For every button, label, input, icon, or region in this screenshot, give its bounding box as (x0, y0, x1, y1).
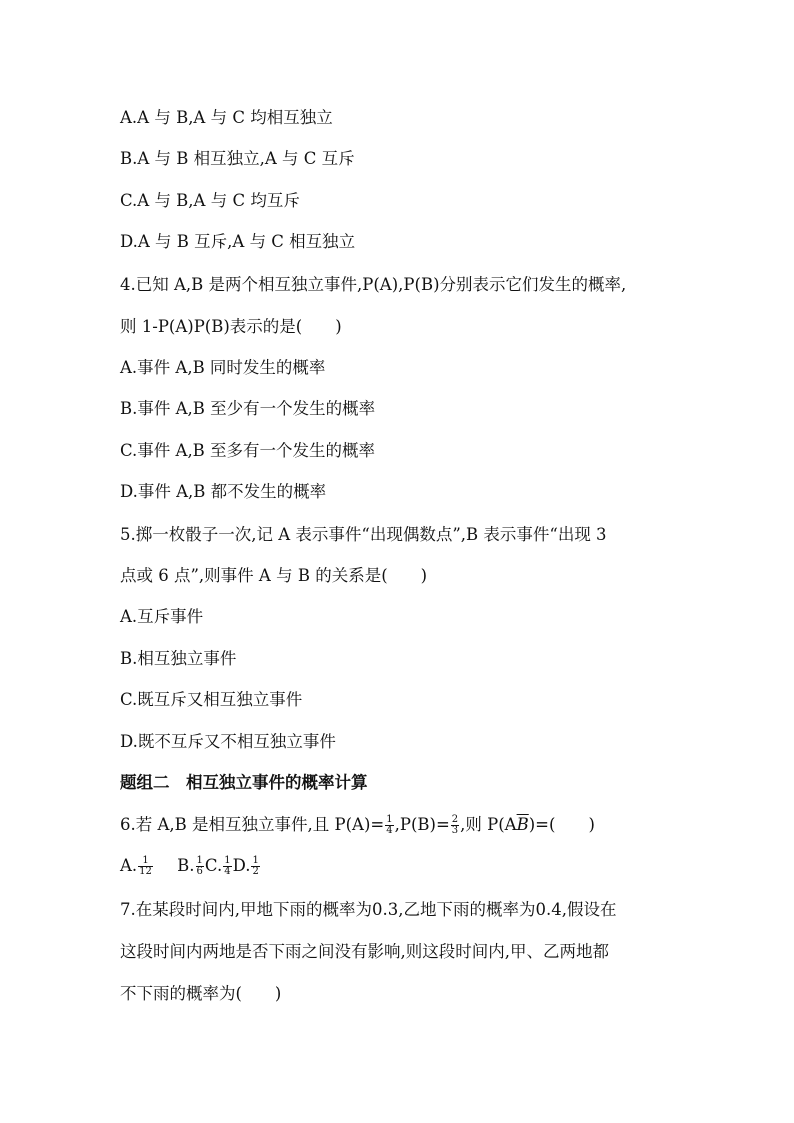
question-6 (120, 814, 595, 836)
fraction-denominator: 4 (224, 866, 231, 877)
fraction-denominator: 3 (451, 825, 459, 836)
fraction (451, 815, 459, 836)
fraction (138, 856, 153, 877)
fraction (223, 856, 231, 877)
fraction-numerator: 1 (224, 855, 231, 866)
option-line: D.事件 A,B 都不发生的概率 (120, 482, 327, 501)
option-line: B.相互独立事件 (120, 649, 237, 668)
b-complement: $\overline{B}$ (516, 815, 529, 834)
fraction-denominator: 2 (252, 866, 259, 877)
option-line: C.事件 A,B 至多有一个发生的概率 (120, 441, 376, 460)
option-d-label: D. (232, 856, 251, 875)
question-7-line-1: 7.在某段时间内,甲地下雨的概率为0.3,乙地下雨的概率为0.4,假设在 (120, 900, 617, 919)
question-5-line-2: 点或 6 点”,则事件 A 与 B 的关系是( ) (120, 566, 428, 585)
q6-mid: ,P(B)= (394, 815, 450, 834)
fraction-numerator: 1 (386, 814, 393, 825)
q6-prefix: 6.若 A,B 是相互独立事件,且 P(A)= (120, 815, 385, 834)
option-line: B.事件 A,B 至少有一个发生的概率 (120, 399, 376, 418)
fraction-denominator: 6 (196, 866, 203, 877)
option-line: A.事件 A,B 同时发生的概率 (120, 358, 326, 377)
option-a-label: A. (120, 856, 138, 875)
fraction (385, 815, 393, 836)
fraction-denominator: 4 (386, 825, 393, 836)
question-4-line-1: 4.已知 A,B 是两个相互独立事件,P(A),P(B)分别表示它们发生的概率, (120, 275, 627, 294)
q6-tail-2: )=( ) (528, 815, 595, 834)
option-line: C.既互斥又相互独立事件 (120, 690, 303, 709)
question-4-line-2: 则 1-P(A)P(B)表示的是( ) (120, 317, 342, 336)
option-c-label: C. (204, 856, 223, 875)
question-6-options (120, 855, 261, 877)
option-b-label: B. (177, 856, 195, 875)
q6-tail: ,则 P(A (460, 815, 517, 834)
question-7-line-2: 这段时间内两地是否下雨之间没有影响,则这段时间内,甲、乙两地都 (120, 942, 609, 961)
option-line: C.A 与 B,A 与 C 均互斥 (120, 191, 300, 210)
question-7-line-3: 不下雨的概率为( ) (120, 984, 282, 1003)
option-line: D.A 与 B 互斥,A 与 C 相互独立 (120, 232, 356, 251)
fraction (251, 856, 259, 877)
fraction-numerator: 1 (252, 855, 259, 866)
option-line: A.互斥事件 (120, 607, 204, 626)
fraction-denominator: 12 (139, 866, 152, 877)
option-line: D.既不互斥又不相互独立事件 (120, 732, 336, 751)
option-line: B.A 与 B 相互独立,A 与 C 互斥 (120, 149, 355, 168)
fraction-numerator: 2 (451, 814, 459, 825)
group-heading: 题组二 相互独立事件的概率计算 (120, 773, 368, 792)
question-5-line-1: 5.掷一枚骰子一次,记 A 表示事件“出现偶数点”,B 表示事件“出现 3 (120, 525, 607, 544)
fraction-numerator: 1 (196, 855, 203, 866)
option-line: A.A 与 B,A 与 C 均相互独立 (120, 108, 333, 127)
fraction-numerator: 1 (138, 856, 153, 867)
fraction (196, 856, 204, 877)
